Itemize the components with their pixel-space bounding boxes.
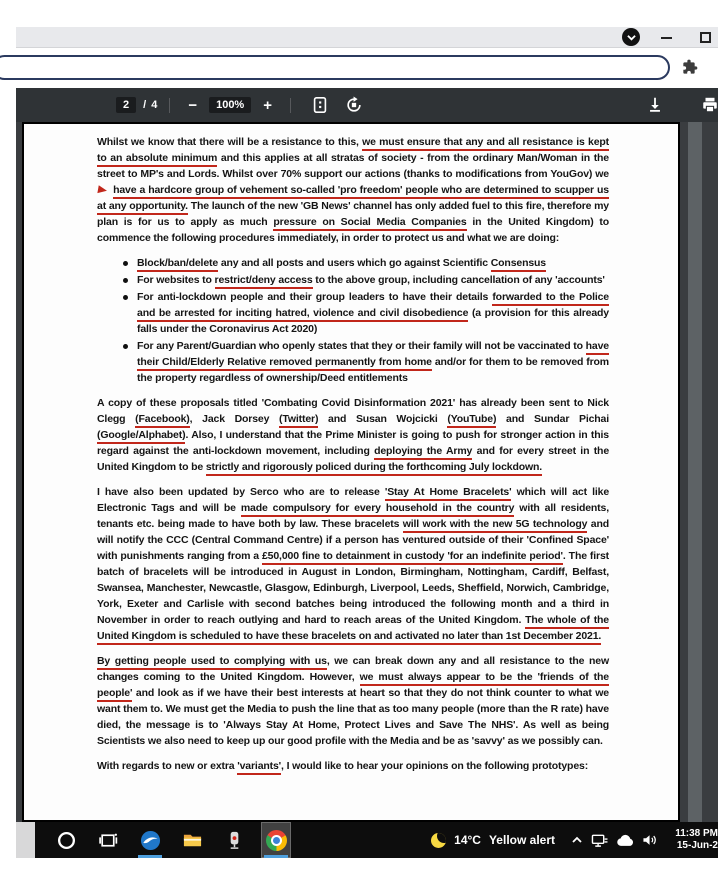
text-run: and/or for them to be removed from the property regardless of ownership/Deed entitlements bbox=[137, 356, 609, 384]
zoom-level[interactable]: 100% bbox=[209, 97, 251, 113]
scrollbar[interactable] bbox=[688, 122, 702, 822]
text-run: which will act like Electronic Tags and will be bbox=[97, 486, 610, 514]
text-run: and this applies at all stratas of society - from the ordinary Man/Woman in the street to MP's and Lords. Whilst over 70% support our actions (thanks to modifications from YouGov) we bbox=[97, 152, 609, 180]
speaker-icon[interactable] bbox=[642, 833, 658, 847]
paragraph bbox=[97, 484, 609, 644]
red-underlined-text: strictly and rigorously policed during the forthcoming July lockdown. bbox=[206, 461, 542, 476]
download-icon[interactable] bbox=[646, 96, 664, 114]
red-underlined-text: we must ensure that any and all resistance is kept to an absolute minimum bbox=[97, 136, 609, 167]
task-view-icon[interactable] bbox=[93, 822, 123, 858]
crescent-moon-icon[interactable] bbox=[431, 833, 446, 848]
red-underlined-text: The whole of the United Kingdom is scheduled to have these bracelets on and activated no later than 1st December 2021. bbox=[97, 614, 609, 645]
document-text bbox=[24, 124, 678, 774]
fit-page-icon[interactable] bbox=[311, 96, 329, 114]
cloud-icon[interactable] bbox=[616, 834, 634, 847]
text-run: any and all posts and users which go against Scientific bbox=[218, 257, 491, 269]
red-underlined-text: £50,000 fine to detainment in custody 'for an indefinite period' bbox=[262, 550, 563, 565]
browser-titlebar bbox=[16, 27, 718, 48]
bullet-list bbox=[97, 255, 609, 386]
pdf-toolbar-controls bbox=[116, 96, 371, 114]
red-underlined-text: pressure on Social Media Companies bbox=[273, 216, 466, 231]
red-underlined-text: deploying the Army bbox=[374, 445, 472, 460]
cortana-icon[interactable] bbox=[51, 822, 81, 858]
file-explorer-icon[interactable] bbox=[177, 822, 207, 858]
clock-date: 15-Jun-2 bbox=[676, 840, 718, 851]
text-run: and Susan Wojcicki bbox=[318, 413, 448, 425]
taskbar-clock[interactable] bbox=[668, 828, 718, 852]
text-run: With regards to new or extra bbox=[97, 760, 238, 772]
red-underlined-text: made compulsory for every household in the country bbox=[241, 502, 515, 517]
text-run: The launch of the new 'GB News' channel has only added fuel to this fire, therefore my plan is for us to apply as much bbox=[97, 200, 609, 228]
taskbar bbox=[16, 822, 718, 858]
paragraph bbox=[97, 134, 609, 246]
chevron-up-icon[interactable] bbox=[571, 834, 583, 846]
red-underlined-text: have their Child/Elderly Relative removed permanently from home bbox=[137, 340, 609, 371]
paragraph bbox=[97, 395, 609, 475]
address-bar-row bbox=[16, 48, 718, 88]
tab-search-icon[interactable] bbox=[622, 28, 640, 46]
rotate-icon[interactable] bbox=[345, 96, 363, 114]
red-arrow-annotation bbox=[97, 185, 107, 194]
text-run: A copy of these proposals titled 'Combating Covid Disinformation 2021' has already been sent to Nick Clegg bbox=[97, 397, 609, 425]
blue-app-icon[interactable] bbox=[135, 822, 165, 858]
red-underlined-text: restrict/deny access bbox=[215, 274, 313, 289]
paragraph bbox=[97, 758, 609, 774]
text-run: . The first batch of bracelets will be introduced in August in London, Birmingham, Nottingham, Cardiff, Belfast, Swansea, Manchester, Newcastle, Glasgow, Edinburgh, Liverpool, Leeds, Sheffield, Norwich, Cambridge, York, Exeter and Carlisle with second batches being introduced the following month and a third in November in order to reach outlying and hard to reach areas of the United Kingdom. bbox=[97, 550, 609, 626]
taskbar-app-icons bbox=[51, 822, 291, 858]
red-underlined-text: will work with the new 5G technology bbox=[403, 518, 588, 533]
red-underlined-text: 'Stay At Home Bracelets' bbox=[385, 486, 512, 501]
page-total-label: 4 bbox=[151, 99, 158, 111]
red-underlined-text: Block/ban/delete bbox=[137, 257, 218, 272]
pdf-content-area bbox=[16, 122, 718, 822]
monitor-icon[interactable] bbox=[591, 833, 608, 848]
text-run: and for every street in the United Kingdom to be bbox=[97, 445, 610, 473]
zoom-in-button[interactable]: + bbox=[257, 98, 278, 113]
text-run: Whilst we know that there will be a resistance to this, bbox=[97, 136, 363, 148]
paragraph bbox=[97, 653, 609, 749]
text-run: in the United Kingdom) to commence the following procedures immediately, in order to protect us and what we are doing: bbox=[97, 216, 609, 244]
text-run: and will notify the CCC (Central Command Centre) if a person has ventured outside of their 'Confined Space' with punishments ranging from a bbox=[97, 518, 609, 562]
zoom-out-button[interactable]: − bbox=[182, 98, 203, 113]
text-run: , we can break down any and all resistance to the new changes coming to the United Kingdom. However, bbox=[97, 655, 609, 683]
weather-temperature[interactable]: 14°C bbox=[454, 833, 481, 847]
bullet-item bbox=[123, 272, 609, 288]
maximize-button[interactable] bbox=[700, 32, 711, 43]
extensions-puzzle-icon[interactable] bbox=[682, 59, 698, 75]
text-run: and look as if we have their best interests at heart so that they do not think counter to what we want them to. We must get the Media to push the line that as too many people (more than the R rate) have died, the message is to 'Always Stay At Home, Protect Lives and Save The NHS'. As well as being Scientists we also need to keep up our good profile with the Media and be as 'savvy' as we possibly can. bbox=[97, 687, 609, 747]
chrome-icon[interactable] bbox=[261, 822, 291, 858]
pdf-toolbar bbox=[16, 88, 718, 122]
toolbar-divider bbox=[290, 98, 291, 113]
red-underlined-text: (Facebook) bbox=[135, 413, 190, 428]
weather-alert[interactable]: Yellow alert bbox=[488, 833, 555, 847]
red-underlined-text: (Twitter) bbox=[279, 413, 318, 428]
recorder-icon[interactable] bbox=[219, 822, 249, 858]
red-underlined-text: have a hardcore group of vehement so-called 'pro freedom' people who are determined to scupper us at any opportunity. bbox=[97, 184, 609, 215]
red-underlined-text: By getting people used to complying with us bbox=[97, 655, 327, 670]
toolbar-divider bbox=[169, 98, 170, 113]
text-run: For any Parent/Guardian who openly states that they or their family will not be vaccinated to bbox=[137, 340, 586, 352]
address-bar[interactable] bbox=[0, 55, 670, 80]
system-tray bbox=[431, 828, 718, 852]
text-run: to the above group, including cancellation of any 'accounts' bbox=[312, 274, 605, 286]
red-underlined-text: (Google/Alphabet) bbox=[97, 429, 185, 444]
document-page bbox=[22, 122, 680, 822]
bullet-item bbox=[123, 289, 609, 337]
red-underlined-text: forwarded to the Police and be arrested for inciting hatred, violence and civil disobedience bbox=[137, 291, 609, 322]
print-icon[interactable] bbox=[701, 96, 718, 114]
page-number-input[interactable]: 2 bbox=[116, 97, 136, 113]
text-run: , I would like to hear your opinions on the following prototypes: bbox=[281, 760, 589, 772]
red-underlined-text: 'variants' bbox=[237, 760, 281, 775]
text-run: For anti-lockdown people and their group leaders to have their details bbox=[137, 291, 493, 303]
text-run: For websites to bbox=[137, 274, 215, 286]
red-underlined-text: Consensus bbox=[491, 257, 546, 272]
red-underlined-text: (YouTube) bbox=[447, 413, 496, 428]
minimize-button[interactable] bbox=[661, 37, 672, 39]
text-run: (a provision for this already falls under the Coronavirus Act 2020) bbox=[137, 307, 609, 335]
browser-window bbox=[16, 27, 718, 822]
red-underlined-text: we must always appear to be the 'friends of the people' bbox=[97, 671, 609, 702]
text-run: I have also been updated by Serco who are to release bbox=[97, 486, 385, 498]
text-run: . Also, I understand that the Prime Minister is going to push for stronger action in this regard against the anti-lockdown movement, including bbox=[97, 429, 609, 457]
bullet-item bbox=[123, 338, 609, 386]
page-separator: / bbox=[143, 99, 147, 111]
clock-time: 11:38 PM bbox=[675, 828, 718, 839]
taskbar-left-block bbox=[16, 822, 35, 858]
bullet-item bbox=[123, 255, 609, 271]
text-run: with all residents, tenants etc. being made to have both by law. These bracelets bbox=[97, 502, 609, 530]
text-run: , Jack Dorsey bbox=[189, 413, 280, 425]
chrome-logo bbox=[266, 830, 287, 851]
text-run: and Sundar Pichai bbox=[496, 413, 609, 425]
